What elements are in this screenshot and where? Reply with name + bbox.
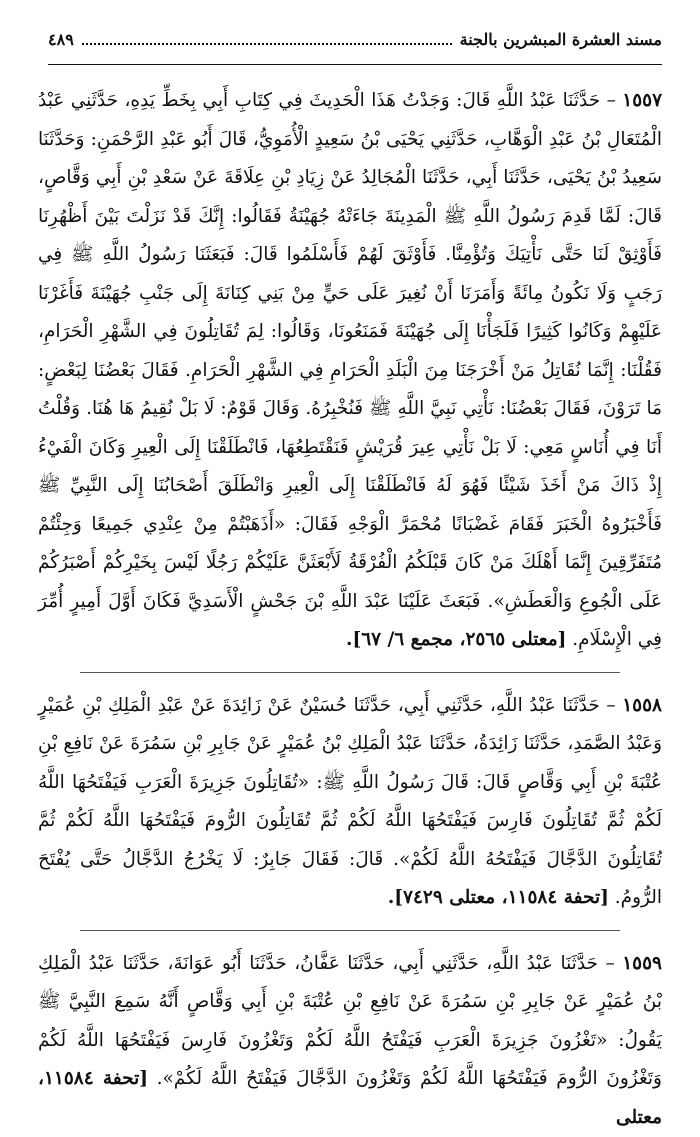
hadith-text: – حَدَّثَنَا عَبْدُ اللَّهِ، حَدَّثَنِي أَبِي، حَدَّثَنَا حُسَيْنٌ عَنْ زَائِدَةَ عَنْ عَبْدِ الْمَلِكِ بْنِ عُمَيْرٍ وَعَبْدُ الصَّمَدِ، حَدَّثَنَا زَائِدَةُ، حَدَّثَنَا عَبْدُ الْمَلِكِ بْنُ عُمَيْرٍ عَنْ جَابِرِ بْنِ سَمُرَةَ عَنْ نَافِعِ بْنِ عُتْبَةَ بْنِ أَبِي وَقَّاصٍ قَالَ: قَالَ رَسُولُ اللَّهِ ﷺ: «تُقَاتِلُونَ جَزِيرَةَ الْعَرَبِ فَيَفْتَحُهَا اللَّهُ لَكُمْ ثُمَّ تُقَاتِلُونَ فَارِسَ فَيَفْتَحُهَا اللَّهُ لَكُمْ ثُمَّ تُقَاتِلُونَ الرُّومَ فَيَفْتَحُهَا اللَّهُ لَكُمْ ثُمَّ تُقَاتِلُونَ الدَّجَّالَ فَيَفْتَحُهُ اللَّهُ لَكُمْ». قَالَ: فَقَالَ جَابِرٌ: لَا يَخْرُجُ الدَّجَّالُ حَتَّى يُفْتَحَ الرُّومُ. [38, 695, 662, 909]
hadith-text: – حَدَّثَنَا عَبْدُ اللَّهِ قَالَ: وَجَدْتُ هَذَا الْحَدِيثَ فِي كِتَابِ أَبِي بِخَطِّ يَدِهِ، حَدَّثَنِي عَبْدُ الْمُتَعَالِ بْنُ عَبْدِ الْوَهَّابِ، حَدَّثَنِي يَحْيَى بْنُ سَعِيدٍ الْأُمَوِيُّ، قَالَ أَبُو عَبْدِ الرَّحْمَنِ: وَحَدَّثَنَا سَعِيدُ بْنُ يَحْيَى، حَدَّثَنَا أَبِي، حَدَّثَنَا الْمُجَالِدُ عَنْ زِيَادِ بْنِ عِلَاقَةَ عَنْ سَعْدِ بْنِ أَبِي وَقَّاصٍ، قَالَ: لَمَّا قَدِمَ رَسُولُ اللَّهِ ﷺ الْمَدِينَةَ جَاءَتْهُ جُهَيْنَةُ فَقَالُوا: إِنَّكَ قَدْ نَزَلْتَ بَيْنَ أَظْهُرِنَا فَأَوْثِقْ لَنَا حَتَّى نَأْتِيَكَ وَتُؤْمِنَّا. فَأَوْثَقَ لَهُمْ فَأَسْلَمُوا قَالَ: فَبَعَثَنَا رَسُولُ اللَّهِ ﷺ فِي رَجَبٍ وَلَا نَكُونُ مِائَةً وَأَمَرَنَا أَنْ نُغِيرَ عَلَى حَيٍّ مِنْ بَنِي كِنَانَةَ إِلَى جَنْبِ جُهَيْنَةَ فَأَغَرْنَا عَلَيْهِمْ وَكَانُوا كَثِيرًا فَلَجَأْنَا إِلَى جُهَيْنَةَ فَمَنَعُونَا، وَقَالُوا: لِمَ تُقَاتِلُونَ فِي الشَّهْرِ الْحَرَامِ، فَقُلْنَا: إِنَّمَا نُقَاتِلُ مَنْ أَخْرَجَنَا مِنَ الْبَلَدِ الْحَرَامِ فِي الشَّهْرِ الْحَرَامِ. فَقَالَ بَعْضُنَا لِبَعْضٍ: مَا تَرَوْنَ، فَقَالَ بَعْضُنَا: نَأْتِي نَبِيَّ اللَّهِ ﷺ فَنُخْبِرُهُ. وَقَالَ قَوْمٌ: لَا بَلْ نُقِيمُ هَا هُنَا. وَقُلْتُ أَنَا فِي أُنَاسٍ مَعِي: لَا بَلْ نَأْتِي عِيرَ قُرَيْشٍ فَنَقْتَطِعُهَا، فَانْطَلَقْنَا إِلَى الْعِيرِ وَكَانَ الْفَيْءُ إِذْ ذَاكَ مَنْ أَخَذَ شَيْئًا فَهُوَ لَهُ فَانْطَلَقْنَا إِلَى الْعِيرِ وَانْطَلَقَ أَصْحَابُنَا إِلَى النَّبِيِّ ﷺ فَأَخْبَرُوهُ الْخَبَرَ فَقَامَ غَضْبَانًا مُحْمَرَّ الْوَجْهِ فَقَالَ: «أَذَهَبْتُمْ مِنْ عِنْدِي جَمِيعًا وَجِئْتُمْ مُتَفَرِّقِينَ إِنَّمَا أَهْلَكَ مَنْ كَانَ قَبْلَكُمُ الْفُرْقَةُ لَأَبْعَثَنَّ عَلَيْكُمْ رَجُلًا لَيْسَ بِخَيْرِكُمْ أَصْبَرُكُمْ عَلَى الْجُوعِ وَالْعَطَشِ». فَبَعَثَ عَلَيْنَا عَبْدَ اللَّهِ بْنَ جَحْشٍ الْأَسَدِيَّ فَكَانَ أَوَّلَ أَمِيرٍ أُمِّرَ فِي الْإِسْلَامِ. [38, 90, 662, 650]
hadith-1558 [38, 687, 662, 918]
hadith-reference: [تحفة ١١٥٨٤، معتلی ٧٤٢٩]. [388, 887, 609, 908]
header-dot-leader [82, 43, 452, 45]
page-body [38, 82, 662, 1137]
hadith-number: ١٥٥٩ [622, 953, 662, 974]
header-rule [48, 64, 662, 65]
hadith-number: ١٥٥٨ [622, 695, 662, 716]
hadith-reference: [تحفة ١١٥٨٤، معتلی [38, 1068, 662, 1128]
hadith-divider [80, 930, 620, 931]
hadith-1557 [38, 82, 662, 660]
hadith-reference: [معتلی ٢٥٦٥، مجمع ٦/ ٦٧]. [346, 629, 566, 650]
hadith-divider [80, 672, 620, 673]
page-number: ٤٨٩ [48, 30, 74, 49]
header-title: مسند العشرة المبشرين بالجنة [460, 30, 662, 49]
hadith-number: ١٥٥٧ [622, 90, 662, 111]
hadith-1559 [38, 945, 662, 1137]
running-header [48, 30, 662, 49]
hadith-text: – حَدَّثَنَا عَبْدُ اللَّهِ، حَدَّثَنِي أَبِي، حَدَّثَنَا عَفَّانُ، حَدَّثَنَا أَبُو عَوَانَةَ، حَدَّثَنَا عَبْدُ الْمَلِكِ بْنُ عُمَيْرٍ عَنْ جَابِرِ بْنِ سَمُرَةَ عَنْ نَافِعِ بْنِ عُتْبَةَ بْنِ أَبِي وَقَّاصٍ أَنَّهُ سَمِعَ النَّبِيَّ ﷺ يَقُولُ: «تَغْزُونَ جَزِيرَةَ الْعَرَبِ فَيَفْتَحُ اللَّهُ لَكُمْ وَتَغْزُونَ فَارِسَ فَيَفْتَحُهَا اللَّهُ لَكُمْ وَتَغْزُونَ الرُّومَ فَيَفْتَحُهَا اللَّهُ لَكُمْ وَتَغْزُونَ الدَّجَّالَ فَيَفْتَحُ اللَّهُ لَكُمْ». [38, 953, 662, 1090]
